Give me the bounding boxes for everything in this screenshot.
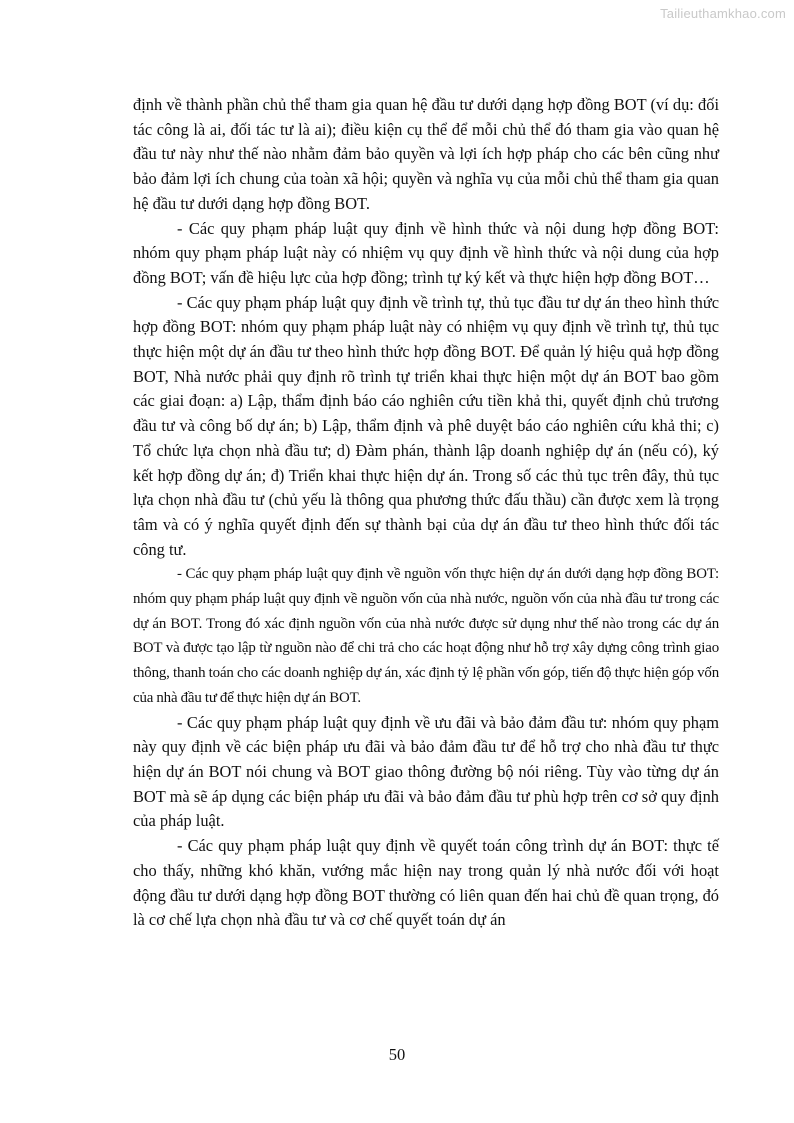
page-number: 50 <box>388 1045 406 1064</box>
paragraph-continuation: định về thành phần chủ thể tham gia quan hệ đầu tư dưới dạng hợp đồng BOT (ví dụ: đối tác công là ai, đối tác tư là ai); điều kiện cụ thể để mỗi chủ thể đó tham gia vào quan hệ đầu tư này như thế nào nhằm đảm bảo quyền và lợi ích hợp pháp cho các bên cũng như bảo đảm lợi ích chung của toàn xã hội; quyền và nghĩa vụ của mỗi chủ thể tham gia quan hệ đầu tư dưới dạng hợp đồng BOT. <box>133 95 719 213</box>
paragraph-form-content: - Các quy phạm pháp luật quy định về hình thức và nội dung hợp đồng BOT: nhóm quy phạm pháp luật này có nhiệm vụ quy định về hình thức và nội dung của hợp đồng BOT; vấn đề hiệu lực của hợp đồng; trình tự ký kết và thực hiện hợp đồng BOT… <box>133 218 719 287</box>
paragraph-procedure: - Các quy phạm pháp luật quy định về trình tự, thủ tục đầu tư dự án theo hình thức hợp đồng BOT: nhóm quy phạm pháp luật này có nhiệm vụ quy định về trình tự, thủ tục thực hiện một dự án đầu tư theo hình thức hợp đồng BOT. Để quản lý hiệu quả hợp đồng BOT, Nhà nước phải quy định rõ trình tự triển khai thực hiện một dự án BOT bao gồm các giai đoạn: a) Lập, thẩm định báo cáo nghiên cứu tiền khả thi, quyết định chủ trương đầu tư và công bố dự án; b) Lập, thẩm định và phê duyệt báo cáo nghiên cứu khả thi; c) Tổ chức lựa chọn nhà đầu tư; d) Đàm phán, thành lập doanh nghiệp dự án (nếu có), ký kết hợp đồng dự án; đ) Triển khai thực hiện dự án. Trong số các thủ tục trên đây, thủ tục lựa chọn nhà đầu tư (chủ yếu là thông qua phương thức đấu thầu) cần được xem là trọng tâm và có ý nghĩa quyết định đến sự thành bại của dự án đầu tư theo hình thức đối tác công tư. <box>133 292 719 559</box>
paragraph-incentives: - Các quy phạm pháp luật quy định về ưu đãi và bảo đảm đầu tư: nhóm quy phạm này quy định về các biện pháp ưu đãi và bảo đảm đầu tư để hỗ trợ cho nhà đầu tư thực hiện dự án BOT nói chung và BOT giao thông đường bộ nói riêng. Tùy vào từng dự án BOT mà sẽ áp dụng các biện pháp ưu đãi và bảo đảm đầu tư phù hợp trên cơ sở quy định của pháp luật. <box>133 712 719 831</box>
watermark: Tailieuthamkhao.com <box>660 6 786 21</box>
paragraph-capital-source: - Các quy phạm pháp luật quy định về nguồn vốn thực hiện dự án dưới dạng hợp đồng BOT: nhóm quy phạm pháp luật quy định về nguồn vốn của nhà nước, nguồn vốn của nhà đầu tư trong các dự án BOT. Trong đó xác định nguồn vốn của nhà nước được sử dụng như thế nào trong các dự án BOT và được tạo lập từ nguồn nào để chi trả cho các hoạt động như hỗ trợ xây dựng công trình giao thông, thanh toán cho các doanh nghiệp dự án, xác định tỷ lệ phần vốn góp, tiến độ thực hiện góp vốn của nhà đầu tư để thực hiện dự án BOT. <box>133 566 719 706</box>
paragraph-settlement: - Các quy phạm pháp luật quy định về quyết toán công trình dự án BOT: thực tế cho thấy, những khó khăn, vướng mắc hiện nay trong quản lý nhà nước đối với hoạt động đầu tư dưới dạng hợp đồng BOT thường có liên quan đến hai chủ đề quan trọng, đó là cơ chế lựa chọn nhà đầu tư và cơ chế quyết toán dự án <box>133 836 719 930</box>
document-body <box>133 93 719 933</box>
